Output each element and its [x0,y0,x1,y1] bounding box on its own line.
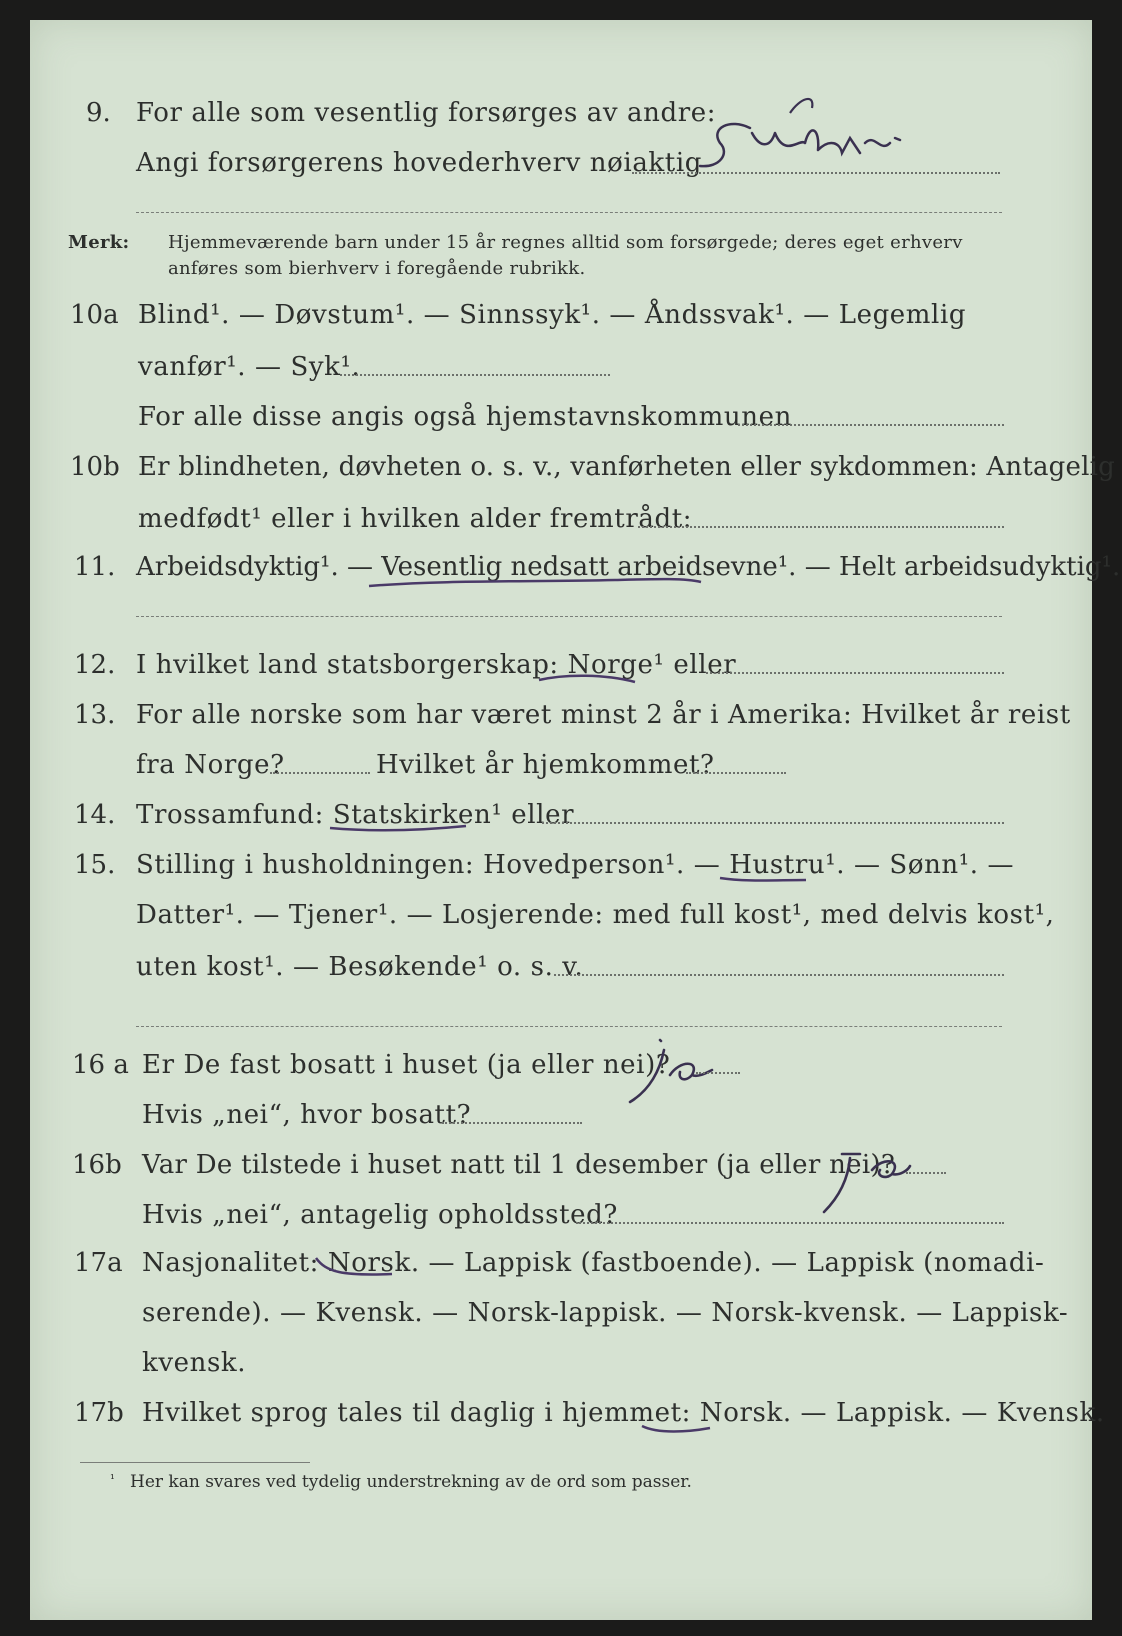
q10a-home-line [738,424,1004,426]
q10b-number: 10b [70,452,120,482]
q16a-line1: Er De fast bosatt i huset (ja eller nei)? [142,1050,671,1080]
q10a-number: 10a [70,300,119,330]
q16a-number: 16 a [72,1050,129,1080]
q13-number: 13. [74,700,116,730]
q16b-handwritten-answer [820,1140,940,1220]
q14-number: 14. [74,800,116,830]
q9-line2: Angi forsørgerens hovederhverv nøiaktig [136,148,702,178]
q12-line1: I hvilket land statsborgerskap: Norge¹ eller [136,650,737,680]
footnote-mark: ¹ [110,1472,115,1486]
q17a-number: 17a [74,1248,123,1278]
q17a-line3: kvensk. [142,1348,247,1378]
merk-line2: anføres som bierhverv i foregående rubrikk. [168,258,586,279]
q13-line2b: Hvilket år hjemkommet? [376,750,715,780]
q10a-line3: For alle disse angis også hjemstavnskommunen [138,402,792,432]
q13-left-line [270,772,370,774]
q12-number: 12. [74,650,116,680]
q14-line1: Trossamfund: Statskirken¹ eller [136,800,575,830]
q16a-residence-line [442,1122,582,1124]
q14-answer-line [542,822,1004,824]
q15-line2: Datter¹. — Tjener¹. — Losjerende: med full kost¹, med delvis kost¹, [136,900,1055,930]
q9-extra-line [136,212,1002,213]
q17a-line1: Nasjonalitet: Norsk. — Lappisk (fastboende). — Lappisk (nomadi- [142,1248,1045,1278]
merk-label: Merk: [68,232,130,253]
q15-underline-mark [716,870,816,894]
q17a-line2: serende). — Kvensk. — Norsk-lappisk. — Norsk-kvensk. — Lappisk- [142,1298,1069,1328]
q13-right-line [686,772,786,774]
q15-number: 15. [74,850,116,880]
q10a-line2: vanfør¹. — Syk¹. [138,352,361,382]
q9-number: 9. [86,98,111,128]
q17b-number: 17b [74,1398,124,1428]
q16a-answer-line [696,1072,740,1074]
q16b-answer-line [906,1172,946,1174]
q12-underline-mark [535,670,645,694]
merk-line1: Hjemmeværende barn under 15 år regnes alltid som forsørgede; deres eget erhverv [168,232,963,253]
q13-line2a: fra Norge? [136,750,285,780]
q11-number: 11. [74,552,116,582]
footnote-rule [80,1462,310,1463]
q10a-line1: Blind¹. — Døvstum¹. — Sinnssyk¹. — Åndssvak¹. — Legemlig [138,300,967,330]
q9-line1: For alle som vesentlig forsørges av andre: [136,98,717,128]
q15-line3: uten kost¹. — Besøkende¹ o. s. v. [136,952,584,982]
q15-line1: Stilling i husholdningen: Hovedperson¹. — Hustru¹. — Sønn¹. — [136,850,1015,880]
q14-underline-mark [326,820,476,844]
q16b-line2: Hvis „nei“, antagelig opholdssted? [142,1200,618,1230]
q16a-handwritten-answer [620,1020,740,1110]
q16b-number: 16b [72,1150,122,1180]
q16b-line1: Var De tilstede i huset natt til 1 desember (ja eller nei)? [142,1150,896,1180]
q9-handwritten-answer [690,88,950,188]
q10b-answer-line [638,526,1004,528]
footnote-text: Her kan svares ved tydelig understrekning av de ord som passer. [130,1472,692,1492]
q15-extra-line [136,1026,1002,1027]
q12-answer-line [706,672,1004,674]
q11-line1: Arbeidsdyktig¹. — Vesentlig nedsatt arbeidsevne¹. — Helt arbeidsudyktig¹. [136,552,1121,582]
q10b-line2: medfødt¹ eller i hvilken alder fremtrådt: [138,504,693,534]
q15-answer-line [554,974,1004,976]
q11-underline-mark [365,572,705,602]
q11-extra-line [136,616,1002,617]
q13-line1: For alle norske som har været minst 2 år i Amerika: Hvilket år reist [136,700,1071,730]
q17b-underline-mark [638,1420,718,1444]
census-form-page [30,20,1121,1620]
q10a-answer-line [340,374,610,376]
q17b-line1: Hvilket sprog tales til daglig i hjemmet: Norsk. — Lappisk. — Kvensk. [142,1398,1105,1428]
q16b-place-line [576,1222,1004,1224]
q10b-line1: Er blindheten, døvheten o. s. v., vanførheten eller sykdommen: Antagelig [138,452,1115,482]
q16a-line2: Hvis „nei“, hvor bosatt? [142,1100,472,1130]
q17a-underline-mark [312,1254,402,1284]
